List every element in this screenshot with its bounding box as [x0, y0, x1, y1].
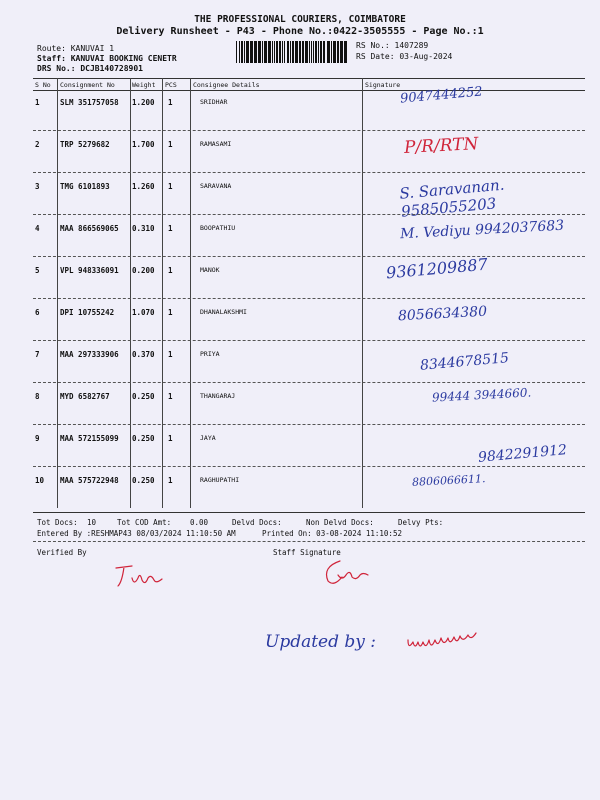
- barcode-bar: [241, 41, 243, 63]
- barcode-bar: [302, 41, 304, 63]
- row-consignee: RAMASAMI: [200, 140, 232, 148]
- row-sno: 2: [35, 140, 40, 149]
- barcode-bar: [262, 41, 263, 63]
- row-divider: [33, 256, 585, 257]
- barcode-image: [236, 41, 348, 63]
- row-consignee: SARAVANA: [200, 182, 232, 190]
- row-divider: [33, 424, 585, 425]
- row-sno: 4: [35, 224, 40, 233]
- row-pcs: 1: [168, 224, 173, 233]
- row-weight: 0.250: [132, 392, 155, 401]
- row-weight: 1.070: [132, 308, 155, 317]
- row-consignment-no: DPI 10755242: [60, 308, 115, 317]
- row-handwritten-signature: 9047444252: [399, 84, 484, 107]
- barcode-bar: [246, 41, 249, 63]
- table-bottom-rule: [33, 512, 585, 513]
- row-consignment-no: VPL 948336091: [60, 266, 119, 275]
- staff-label: Staff: KANUVAI BOOKING CENETR: [37, 54, 177, 63]
- barcode-bar: [272, 41, 273, 63]
- row-pcs: 1: [168, 392, 173, 401]
- document-title: THE PROFESSIONAL COURIERS, COIMBATORE: [194, 14, 406, 25]
- row-divider: [33, 382, 585, 383]
- barcode-bar: [333, 41, 336, 63]
- tot-docs-value: 10: [87, 518, 97, 527]
- row-pcs: 1: [168, 182, 173, 191]
- barcode-bar: [311, 41, 312, 63]
- row-consignee: DHANALAKSHMI: [200, 308, 247, 316]
- row-pcs: 1: [168, 140, 173, 149]
- row-consignee: THANGARAJ: [200, 392, 236, 400]
- row-consignment-no: MAA 572155099: [60, 434, 119, 443]
- barcode-bar: [323, 41, 325, 63]
- printed-on: Printed On: 03-08-2024 11:10:52: [262, 529, 402, 538]
- row-pcs: 1: [168, 476, 173, 485]
- entered-by: Entered By :RESHMAP43 08/03/2024 11:10:50 AM: [37, 529, 236, 538]
- row-sno: 7: [35, 350, 40, 359]
- barcode-bar: [315, 41, 317, 63]
- row-weight: 1.200: [132, 98, 155, 107]
- barcode-bar: [236, 41, 237, 63]
- barcode-bar: [344, 41, 347, 63]
- verifier-signature: [110, 560, 180, 594]
- non-delvd-docs-label: Non Delvd Docs:: [306, 518, 374, 527]
- row-sno: 3: [35, 182, 40, 191]
- row-consignee: SRIDHAR: [200, 98, 228, 106]
- row-sno: 5: [35, 266, 40, 275]
- col-divider: [190, 78, 191, 508]
- row-consignment-no: TRP 5279682: [60, 140, 110, 149]
- barcode-bar: [279, 41, 281, 63]
- barcode-bar: [305, 41, 308, 63]
- row-divider: [33, 340, 585, 341]
- barcode-bar: [276, 41, 278, 63]
- col-divider: [162, 78, 163, 508]
- barcode-bar: [254, 41, 257, 63]
- delvd-docs-label: Delvd Docs:: [232, 518, 282, 527]
- row-pcs: 1: [168, 308, 173, 317]
- row-consignment-no: MYD 6582767: [60, 392, 110, 401]
- barcode-bar: [239, 41, 240, 63]
- barcode-bar: [295, 41, 298, 63]
- row-consignment-no: MAA 297333906: [60, 350, 119, 359]
- row-sno: 9: [35, 434, 40, 443]
- row-divider: [33, 298, 585, 299]
- row-weight: 0.250: [132, 476, 155, 485]
- row-pcs: 1: [168, 98, 173, 107]
- delvy-pts-label: Delvy Pts:: [398, 518, 444, 527]
- table-header-rule: [33, 90, 585, 91]
- row-consignee: PRIYA: [200, 350, 220, 358]
- drs-number: DRS No.: DCJB140728901: [37, 64, 143, 73]
- barcode-bar: [331, 41, 332, 63]
- barcode-bar: [337, 41, 339, 63]
- barcode-bar: [309, 41, 310, 63]
- row-divider: [33, 172, 585, 173]
- row-weight: 0.310: [132, 224, 155, 233]
- row-sno: 8: [35, 392, 40, 401]
- row-handwritten-signature: 9842291912: [477, 442, 568, 466]
- tot-cod-label: Tot COD Amt:: [117, 518, 172, 527]
- updated-by-note: Updated by :: [265, 632, 377, 652]
- row-divider: [33, 466, 585, 467]
- row-handwritten-signature: 99444 3944660.: [431, 385, 532, 405]
- updater-signature: [404, 628, 500, 656]
- row-weight: 0.370: [132, 350, 155, 359]
- barcode-bar: [258, 41, 261, 63]
- verified-by-label: Verified By: [37, 548, 87, 557]
- row-weight: 0.200: [132, 266, 155, 275]
- row-pcs: 1: [168, 434, 173, 443]
- barcode-bar: [274, 41, 275, 63]
- col-divider: [362, 78, 363, 508]
- col-header-consignment: Consignment No: [60, 81, 115, 89]
- route-label: Route: KANUVAI 1: [37, 44, 115, 53]
- row-consignee: RAGHUPATHI: [200, 476, 240, 484]
- barcode-bar: [327, 41, 330, 63]
- barcode-bar: [292, 41, 294, 63]
- row-consignment-no: SLM 351757058: [60, 98, 119, 107]
- col-divider: [130, 78, 131, 508]
- row-pcs: 1: [168, 350, 173, 359]
- barcode-bar: [318, 41, 319, 63]
- row-weight: 1.700: [132, 140, 155, 149]
- barcode-bar: [282, 41, 283, 63]
- barcode-bar: [250, 41, 253, 63]
- row-handwritten-signature: 9361209887: [385, 254, 489, 283]
- barcode-bar: [264, 41, 267, 63]
- row-consignee: MANOK: [200, 266, 220, 274]
- barcode-bar: [313, 41, 314, 63]
- barcode-bar: [340, 41, 343, 63]
- row-sno: 6: [35, 308, 40, 317]
- footer-rule: [33, 541, 585, 542]
- row-consignee: JAYA: [200, 434, 216, 442]
- row-sno: 10: [35, 476, 45, 485]
- col-header-sno: S No: [35, 81, 51, 89]
- row-handwritten-signature: P/R/RTN: [403, 134, 479, 158]
- barcode-bar: [290, 41, 291, 63]
- col-header-pcs: PCS: [165, 81, 177, 89]
- barcode-bar: [299, 41, 301, 63]
- barcode-bar: [244, 41, 245, 63]
- document-subtitle: Delivery Runsheet - P43 - Phone No.:0422-3505555 - Page No.:1: [116, 26, 484, 37]
- row-divider: [33, 214, 585, 215]
- row-consignment-no: MAA 575722948: [60, 476, 119, 485]
- row-weight: 0.250: [132, 434, 155, 443]
- barcode-bar: [287, 41, 289, 63]
- col-header-consignee: Consignee Details: [193, 81, 260, 89]
- barcode-bar: [320, 41, 322, 63]
- rs-date: RS Date: 03-Aug-2024: [356, 52, 453, 61]
- col-divider: [57, 78, 58, 508]
- row-consignee: BOOPATHIU: [200, 224, 236, 232]
- table-top-rule: [33, 78, 585, 79]
- rs-number: RS No.: 1407289: [356, 41, 429, 50]
- staff-signature: [318, 555, 376, 589]
- row-handwritten-signature: 8806066611.: [411, 472, 486, 489]
- col-header-weight: Weight: [132, 81, 156, 89]
- row-consignment-no: TMG 6101893: [60, 182, 110, 191]
- col-header-signature: Signature: [365, 81, 401, 89]
- row-handwritten-signature: 8056634380: [397, 303, 488, 325]
- row-handwritten-signature: M. Vediyu 9942037683: [399, 217, 565, 243]
- barcode-bar: [268, 41, 271, 63]
- row-sno: 1: [35, 98, 40, 107]
- tot-docs-label: Tot Docs:: [37, 518, 78, 527]
- row-weight: 1.260: [132, 182, 155, 191]
- row-handwritten-signature: S. Saravanan. 9585055203: [398, 175, 506, 221]
- staff-signature-label: Staff Signature: [273, 548, 341, 557]
- row-handwritten-signature: 8344678515: [419, 350, 510, 374]
- row-consignment-no: MAA 866569065: [60, 224, 119, 233]
- row-divider: [33, 130, 585, 131]
- tot-cod-value: 0.00: [190, 518, 209, 527]
- barcode-bar: [284, 41, 285, 63]
- row-pcs: 1: [168, 266, 173, 275]
